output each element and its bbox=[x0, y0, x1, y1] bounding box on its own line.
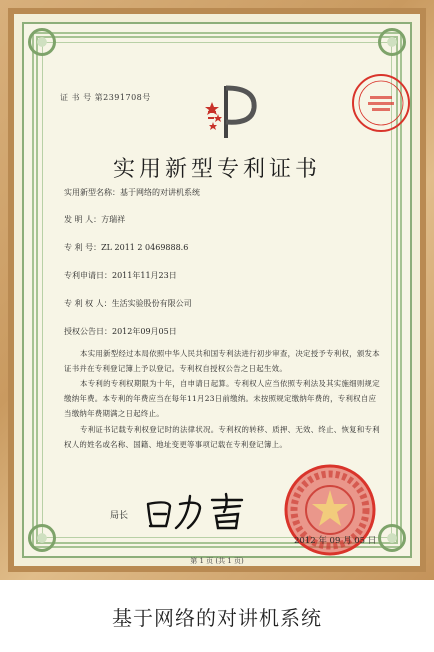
field-inventor bbox=[64, 214, 125, 225]
paragraph-grant: 本实用新型经过本局依照中华人民共和国专利法进行初步审查，决定授予专利权，颁发本证书并在专利登记簿上予以登记。专利权自授权公告之日起生效。 bbox=[64, 349, 380, 373]
corner-ornament-icon bbox=[378, 524, 406, 552]
field-value: ZL 2011 2 0469888.6 bbox=[101, 243, 189, 252]
image-caption: 基于网络的对讲机系统 bbox=[112, 606, 322, 630]
field-label: 授权公告日： bbox=[64, 327, 112, 336]
field-label: 实用新型名称： bbox=[64, 188, 120, 197]
field-value: 2012年09月05日 bbox=[112, 327, 177, 336]
field-grant-date bbox=[64, 326, 177, 337]
field-value: 生活实验股份有限公司 bbox=[111, 299, 192, 308]
corner-ornament-icon bbox=[378, 28, 406, 56]
field-label: 专 利 权 人： bbox=[64, 299, 112, 308]
certificate-title: 实用新型专利证书 bbox=[112, 157, 321, 182]
corner-ornament-icon bbox=[28, 28, 56, 56]
field-label: 发 明 人： bbox=[64, 215, 102, 224]
field-utility-model-name bbox=[64, 187, 200, 198]
field-patent-number bbox=[64, 242, 188, 253]
paragraph-term: 本专利的专利权期限为十年，自申请日起算。专利权人应当依照专利法及其实施细则规定缴纳年费。本专利的年费应当在每年11月23日前缴纳。未按照规定缴纳年费的，专利权自应当缴纳年费期满之日起终止。 bbox=[64, 379, 380, 418]
field-patentee bbox=[64, 298, 192, 309]
paragraph-legal-status: 专利证书记载专利权登记时的法律状况。专利权的转移、质押、无效、终止、恢复和专利权人的姓名或名称、国籍、地址变更等事项记载在专利登记簿上。 bbox=[64, 425, 380, 449]
top-red-stamp-icon bbox=[350, 72, 412, 134]
field-value: 基于网络的对讲机系统 bbox=[120, 188, 200, 197]
certificate-serial: 证 书 号 第2391708号 bbox=[60, 93, 151, 102]
field-application-date bbox=[64, 270, 177, 281]
director-signature-icon bbox=[142, 490, 252, 534]
certificate-paper bbox=[22, 22, 412, 565]
field-value: 方瑞祥 bbox=[101, 215, 126, 224]
director-label: 局长 bbox=[110, 511, 129, 521]
patent-office-logo-icon bbox=[204, 82, 260, 142]
field-label: 专 利 号： bbox=[64, 243, 102, 252]
seal-date: 2012 年 09 月 05 日 bbox=[294, 536, 377, 546]
field-value: 2011年11月23日 bbox=[112, 271, 177, 280]
page-number: 第 1 页 (共 1 页) bbox=[190, 557, 244, 565]
field-label: 专利申请日： bbox=[64, 271, 112, 280]
corner-ornament-icon bbox=[28, 524, 56, 552]
